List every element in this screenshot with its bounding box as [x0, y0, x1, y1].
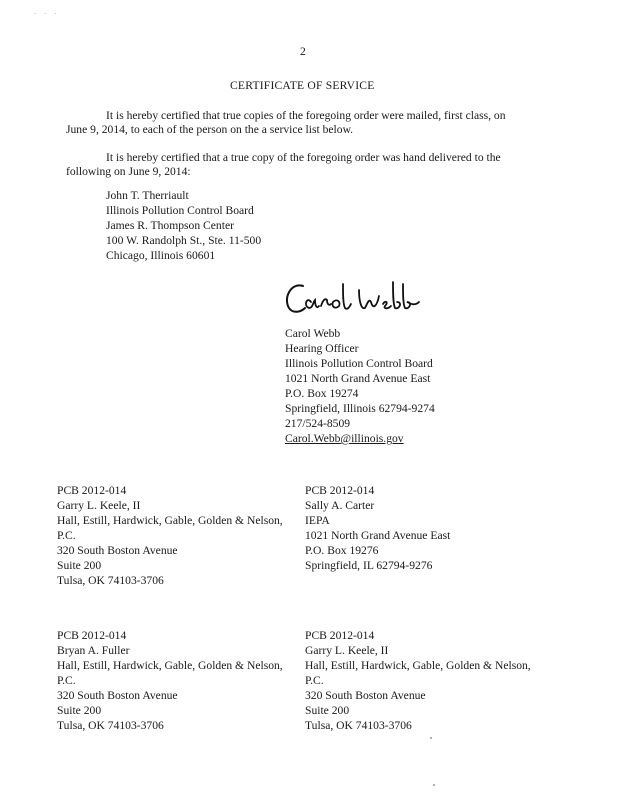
service-line: P.O. Box 19276 [305, 544, 379, 557]
service-line: PCB 2012-014 [305, 484, 375, 497]
scan-speck [430, 737, 432, 739]
corner-marks: · · · [34, 10, 60, 18]
service-line: P.C. [57, 529, 76, 542]
scan-speck [433, 784, 435, 786]
officer-line: P.O. Box 19274 [285, 387, 359, 400]
officer-line: Illinois Pollution Control Board [285, 357, 433, 370]
service-entry-3 [57, 628, 283, 733]
hearing-officer-block [285, 326, 435, 446]
recipient-address [106, 188, 261, 263]
service-line: 1021 North Grand Avenue East [305, 529, 451, 542]
address-line: Illinois Pollution Control Board [106, 204, 254, 217]
handwritten-signature [281, 276, 421, 318]
page-number: 2 [300, 45, 306, 58]
service-line: PCB 2012-014 [57, 484, 127, 497]
officer-line: 1021 North Grand Avenue East [285, 372, 431, 385]
service-entry-1 [57, 483, 283, 588]
paragraph-delivered-line-2: following on June 9, 2014: [66, 165, 191, 178]
service-line: P.C. [305, 674, 324, 687]
service-line: Hall, Estill, Hardwick, Gable, Golden & Nelson, [57, 659, 283, 672]
officer-email-link[interactable]: Carol.Webb@illinois.gov [285, 432, 404, 445]
address-line: James R. Thompson Center [106, 219, 234, 232]
service-line: Garry L. Keele, II [305, 644, 389, 657]
address-line: 100 W. Randolph St., Ste. 11-500 [106, 234, 262, 247]
paragraph-mailed-line-2: June 9, 2014, to each of the person on the a service list below. [66, 123, 354, 136]
service-line: PCB 2012-014 [305, 629, 375, 642]
address-line: John T. Therriault [106, 189, 189, 202]
officer-line: Hearing Officer [285, 342, 359, 355]
service-line: Tulsa, OK 74103-3706 [57, 574, 164, 587]
service-line: Sally A. Carter [305, 499, 375, 512]
officer-line: Springfield, Illinois 62794-9274 [285, 402, 435, 415]
paragraph-mailed-line-1: It is hereby certified that true copies of the foregoing order were mailed, first class, on [106, 109, 506, 122]
officer-line: Carol Webb [285, 327, 341, 340]
service-line: Suite 200 [57, 559, 102, 572]
page-title: CERTIFICATE OF SERVICE [230, 79, 375, 92]
service-line: Suite 200 [57, 704, 102, 717]
service-line: 320 South Boston Avenue [57, 544, 178, 557]
service-line: Hall, Estill, Hardwick, Gable, Golden & Nelson, [305, 659, 531, 672]
service-line: Bryan A. Fuller [57, 644, 130, 657]
service-entry-2 [305, 483, 450, 573]
service-line: Tulsa, OK 74103-3706 [57, 719, 164, 732]
address-line: Chicago, Illinois 60601 [106, 249, 216, 262]
service-line: Springfield, IL 62794-9276 [305, 559, 433, 572]
service-line: IEPA [305, 514, 330, 527]
paragraph-delivered-line-1: It is hereby certified that a true copy of the foregoing order was hand delivered to the [106, 151, 501, 164]
service-line: Hall, Estill, Hardwick, Gable, Golden & Nelson, [57, 514, 283, 527]
service-line: PCB 2012-014 [57, 629, 127, 642]
service-line: Suite 200 [305, 704, 350, 717]
service-line: Tulsa, OK 74103-3706 [305, 719, 412, 732]
officer-line: 217/524-8509 [285, 417, 351, 430]
service-line: 320 South Boston Avenue [57, 689, 178, 702]
service-entry-4 [305, 628, 531, 733]
service-line: 320 South Boston Avenue [305, 689, 426, 702]
service-line: Garry L. Keele, II [57, 499, 141, 512]
service-line: P.C. [57, 674, 76, 687]
